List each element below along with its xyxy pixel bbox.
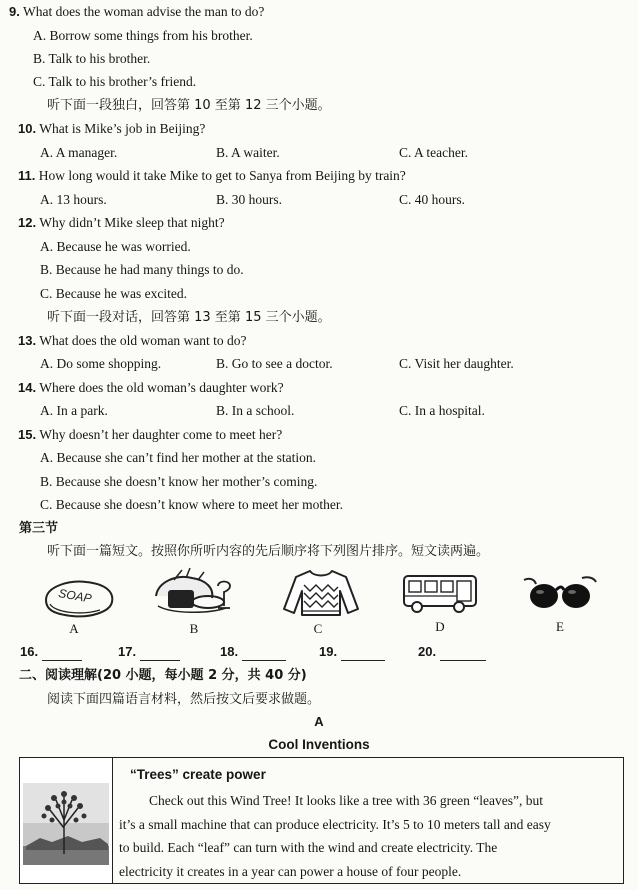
question-text: Why doesn’t her daughter come to meet her? — [39, 427, 283, 442]
question-number: 15. — [18, 427, 37, 442]
option: C. Visit her daughter. — [399, 356, 514, 371]
passage-title: Cool Inventions — [268, 737, 370, 752]
section-instruction: 听下面一篇短文。按照你所听内容的先后顺序将下列图片排序。短文读两遍。 — [47, 544, 490, 559]
question-15 — [18, 426, 282, 444]
passage-letter: A — [314, 714, 324, 729]
question-14 — [18, 379, 284, 397]
picture-label: B — [189, 621, 199, 636]
article-title: “Trees” create power — [130, 767, 266, 782]
part-heading: 二、阅读理解(20 小题，每小题 2 分，共 40 分) — [19, 668, 307, 683]
section-heading: 第三节 — [19, 521, 59, 536]
breakfast-icon — [152, 566, 236, 622]
option: B. In a school. — [216, 403, 295, 418]
sweater-icon — [280, 569, 362, 621]
picture-label: A — [69, 621, 79, 636]
answer-16[interactable] — [20, 643, 82, 661]
article-line: Check out this Wind Tree! It looks like a tree with 36 green “leaves”, but — [149, 793, 543, 808]
option: A. In a park. — [40, 403, 108, 418]
question-10 — [18, 120, 205, 138]
answer-blank[interactable] — [242, 646, 286, 661]
option: B. Go to see a doctor. — [216, 356, 333, 371]
question-12 — [18, 214, 225, 232]
soap-label: SOAP — [57, 586, 93, 606]
bus-icon — [401, 572, 479, 618]
answer-18[interactable] — [220, 643, 286, 661]
answer-number: 20. — [418, 644, 437, 659]
answer-number: 18. — [220, 644, 239, 659]
question-11 — [18, 167, 406, 185]
article-line: it’s a small machine that can produce electricity. It’s 5 to 10 meters tall and easy — [119, 816, 551, 832]
article-line: to build. Each “leaf” can turn with the wind and create electricity. The — [119, 840, 498, 855]
option: C. In a hospital. — [399, 403, 485, 418]
option: A. 13 hours. — [40, 192, 107, 207]
option: A. A manager. — [40, 145, 118, 160]
listening-instruction: 听下面一段独白，回答第 10 至第 12 三个小题。 — [47, 98, 331, 113]
question-number: 14. — [18, 380, 37, 395]
question-number: 11. — [18, 168, 36, 183]
option: C. Because he was excited. — [40, 286, 187, 301]
picture-label: D — [435, 619, 445, 634]
option: C. 40 hours. — [399, 192, 466, 207]
answer-19[interactable] — [319, 643, 385, 661]
question-text: Why didn’t Mike sleep that night? — [39, 215, 225, 230]
option: C. A teacher. — [399, 145, 468, 160]
option: A. Borrow some things from his brother. — [33, 28, 253, 43]
answer-blank[interactable] — [140, 646, 180, 661]
option: A. Because she can’t find her mother at the station. — [40, 450, 317, 465]
question-number: 9. — [9, 4, 20, 19]
article-box — [19, 757, 624, 884]
answer-number: 17. — [118, 644, 137, 659]
answer-17[interactable] — [118, 643, 180, 661]
article-line: electricity it creates in a year can power a house of four people. — [119, 863, 462, 879]
option: C. Talk to his brother’s friend. — [33, 74, 197, 89]
question-9 — [9, 3, 264, 21]
part-instruction: 阅读下面四篇语言材料，然后按文后要求做题。 — [47, 692, 321, 707]
answer-blank[interactable] — [440, 646, 486, 661]
option: B. Because he had many things to do. — [40, 262, 244, 277]
answer-number: 16. — [20, 644, 39, 659]
wind-tree-photo — [20, 758, 113, 883]
option: B. A waiter. — [216, 145, 280, 160]
sunglasses-icon — [522, 574, 598, 618]
answer-blank[interactable] — [341, 646, 385, 661]
question-number: 10. — [18, 121, 37, 136]
option: A. Because he was worried. — [40, 239, 191, 254]
question-text: What is Mike’s job in Beijing? — [39, 121, 206, 136]
question-13 — [18, 332, 247, 350]
option: B. 30 hours. — [216, 192, 283, 207]
picture-label: E — [556, 619, 564, 634]
question-text: What does the old woman want to do? — [39, 333, 247, 348]
option: B. Talk to his brother. — [33, 51, 151, 66]
question-text: How long would it take Mike to get to Sanya from Beijing by train? — [38, 168, 406, 183]
listening-instruction: 听下面一段对话，回答第 13 至第 15 三个小题。 — [47, 310, 331, 325]
question-number: 12. — [18, 215, 37, 230]
answer-number: 19. — [319, 644, 338, 659]
question-text: What does the woman advise the man to do? — [22, 4, 265, 19]
article-body — [119, 789, 617, 883]
answer-blank[interactable] — [42, 646, 82, 661]
picture-label: C — [313, 621, 323, 636]
option: B. Because she doesn’t know her mother’s coming. — [40, 474, 318, 489]
question-text: Where does the old woman’s daughter work? — [39, 380, 284, 395]
answer-20[interactable] — [418, 643, 486, 661]
option: C. Because she doesn’t know where to meet her mother. — [40, 497, 344, 512]
question-number: 13. — [18, 333, 37, 348]
soap-icon — [40, 576, 118, 624]
option: A. Do some shopping. — [40, 356, 162, 371]
